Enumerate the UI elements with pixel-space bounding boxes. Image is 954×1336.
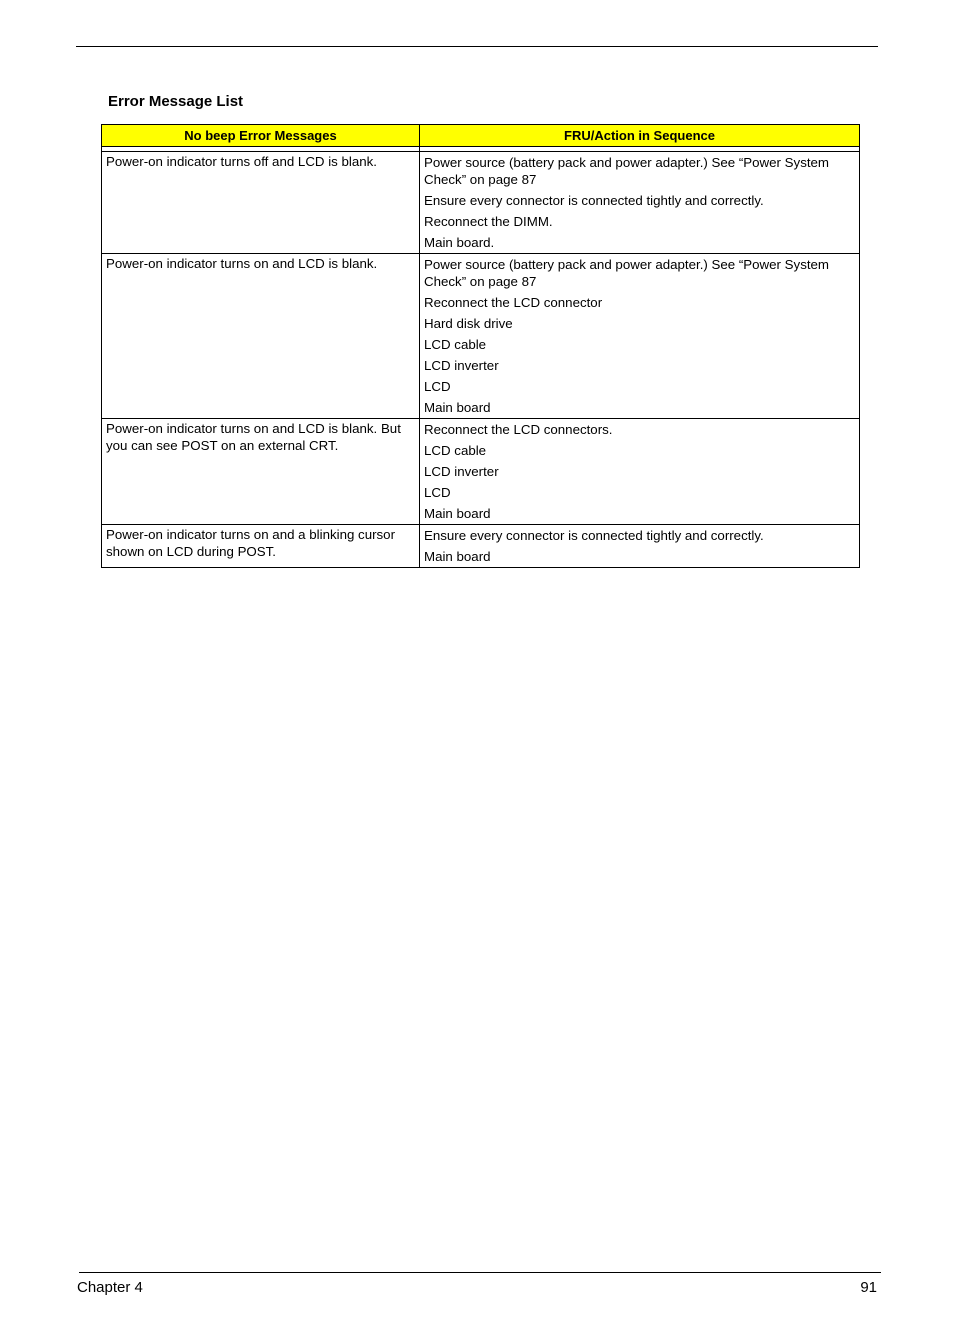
error-message-table [101,124,860,568]
fru-action-item: Reconnect the LCD connectors. [424,422,613,437]
footer-chapter: Chapter 4 [77,1279,143,1296]
fru-action-cell [420,525,860,568]
fru-action-item: LCD [424,485,451,500]
fru-action-cell [420,419,860,525]
table-row [102,419,860,525]
fru-action-item: LCD inverter [424,464,499,479]
fru-action-item: Ensure every connector is connected tightly and correctly. [424,528,764,543]
error-message-cell: Power-on indicator turns on and LCD is blank. But you can see POST on an external CRT. [102,419,420,525]
table-row [102,254,860,419]
column-header-actions: FRU/Action in Sequence [420,125,860,147]
fru-action-cell [420,254,860,419]
footer-rule [79,1272,881,1273]
fru-action-item: Power source (battery pack and power adapter.) See “Power System Check” on page 87 [424,155,830,187]
fru-action-item: Power source (battery pack and power adapter.) See “Power System Check” on page 87 [424,257,830,289]
fru-action-item: Hard disk drive [424,316,513,331]
fru-action-item: LCD [424,379,451,394]
table-header-row [102,125,860,147]
fru-action-item: LCD cable [424,337,487,352]
table-row [102,525,860,568]
section-title: Error Message List [108,93,244,110]
fru-action-item: Main board [424,549,491,564]
footer-page-number: 91 [860,1279,877,1296]
table-row [102,152,860,254]
fru-action-item: Main board [424,400,491,415]
fru-action-item: Main board. [424,235,495,250]
fru-action-cell [420,152,860,254]
fru-action-item: Ensure every connector is connected tightly and correctly. [424,193,764,208]
fru-action-item: Reconnect the DIMM. [424,214,553,229]
error-message-cell: Power-on indicator turns on and a blinking cursor shown on LCD during POST. [102,525,420,568]
error-message-cell: Power-on indicator turns off and LCD is blank. [102,152,420,254]
fru-action-item: LCD inverter [424,358,499,373]
fru-action-item: Main board [424,506,491,521]
fru-action-item: Reconnect the LCD connector [424,295,603,310]
header-rule [76,46,878,47]
error-message-cell: Power-on indicator turns on and LCD is blank. [102,254,420,419]
column-header-messages: No beep Error Messages [102,125,420,147]
fru-action-item: LCD cable [424,443,487,458]
